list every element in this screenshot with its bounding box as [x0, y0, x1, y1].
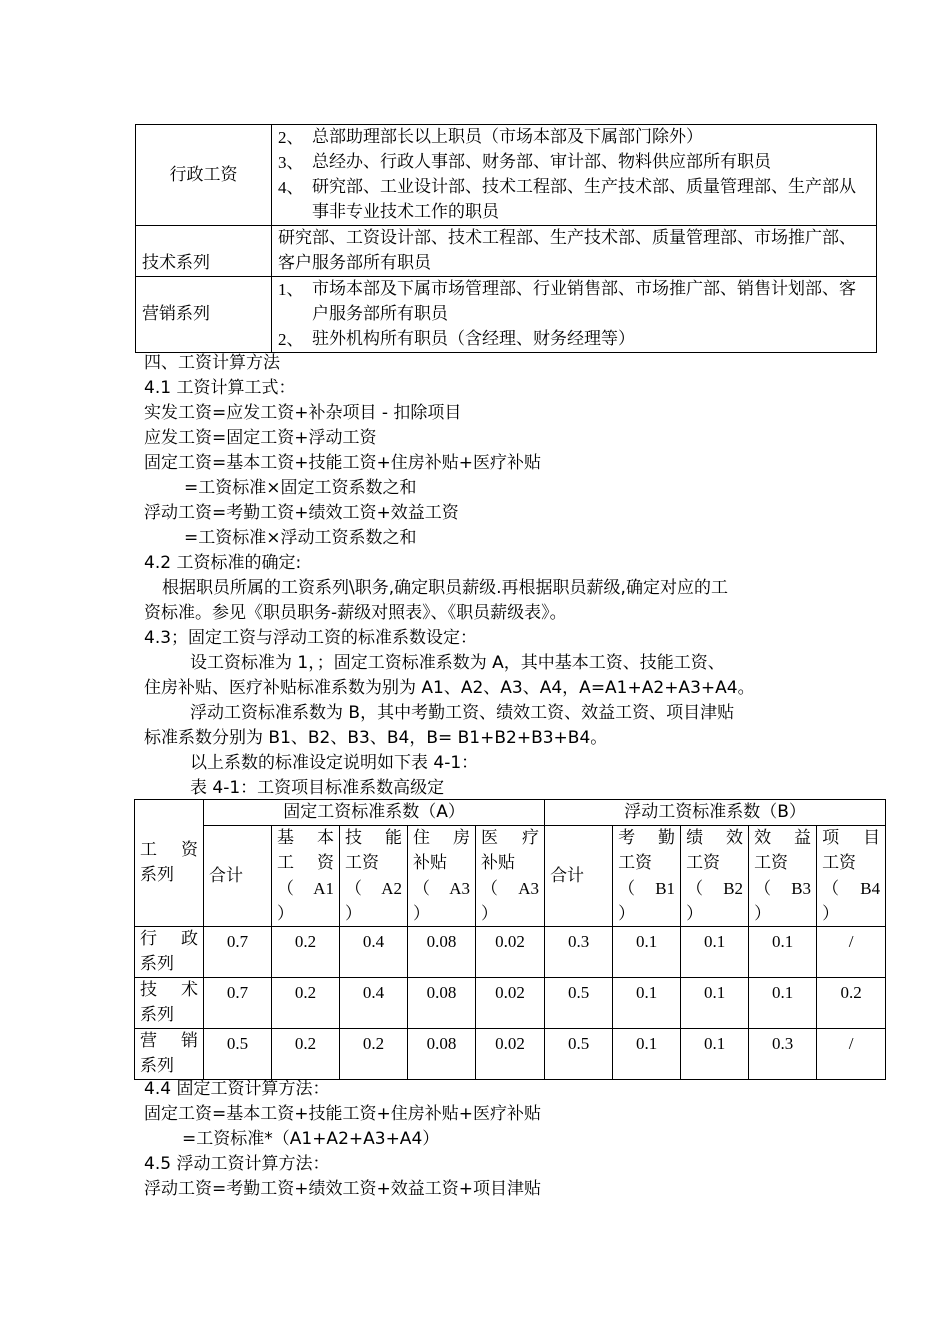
table-cell: 0.1 — [613, 1029, 681, 1080]
table-cell: 0.5 — [545, 978, 613, 1029]
section-heading: 四、工资计算方法 — [144, 353, 280, 373]
paragraph-line: 以上系数的标准设定说明如下表 4-1： — [190, 753, 479, 773]
group-header-a: 固定工资标准系数（A） — [204, 800, 545, 826]
row-header: 技 术 系列 — [135, 978, 204, 1029]
column-header: 合计 — [545, 826, 613, 927]
paragraph-line: 浮动工资标准系数为 B，其中考勤工资、绩效工资、效益工资、项目津贴 — [190, 703, 735, 723]
table-cell: 0.5 — [204, 1029, 272, 1080]
table-cell: / — [817, 927, 886, 978]
table-row — [135, 1029, 886, 1080]
list-item: 4、 研究部、工业设计部、技术工程部、生产技术部、质量管理部、生产部从事非专业技术工作的职员 — [278, 177, 856, 222]
series-label: 营销系列 — [136, 277, 272, 353]
formula-line: 应发工资=固定工资+浮动工资 — [144, 428, 377, 448]
table-cell: 0.1 — [681, 1029, 749, 1080]
table-cell: 0.2 — [340, 1029, 408, 1080]
paragraph-line: 设工资标准为 1，；固定工资标准系数为 A，其中基本工资、技能工资、 — [190, 653, 725, 673]
paragraph-line: 资标准。参见《职员职务-薪级对照表》、《职员薪级表》。 — [144, 603, 567, 623]
table-caption: 表 4-1：工资项目标准系数高级定 — [190, 778, 445, 798]
paragraph-line: 标准系数分别为 B1、B2、B3、B4，B= B1+B2+B3+B4。 — [144, 728, 608, 748]
table-row — [135, 800, 886, 826]
column-header: 基 本 工 资 （ A1 ） — [272, 826, 340, 927]
salary-series-table — [135, 124, 877, 353]
formula-line: 浮动工资=考勤工资+绩效工资+效益工资 — [144, 503, 459, 523]
column-header: 技 能 工资 （ A2 ） — [340, 826, 408, 927]
table-cell: 0.02 — [476, 978, 545, 1029]
table-cell: 0.4 — [340, 927, 408, 978]
table-cell: 0.08 — [408, 1029, 476, 1080]
table-row — [135, 978, 886, 1029]
table-row — [136, 226, 877, 277]
table-row — [136, 125, 877, 226]
table-row — [135, 927, 886, 978]
column-header: 项 目 工资 （ B4 ） — [817, 826, 886, 927]
table-row — [136, 277, 877, 353]
row-header: 行 政 系列 — [135, 927, 204, 978]
list-item: 2、 驻外机构所有职员（含经理、财务经理等） — [278, 329, 635, 349]
column-header: 医 疗 补贴 （ A3 ） — [476, 826, 545, 927]
coefficient-table — [134, 799, 886, 1080]
column-header: 住 房 补贴 （ A3 ） — [408, 826, 476, 927]
table-cell: 0.2 — [272, 978, 340, 1029]
series-scope-cell: 研究部、工资设计部、技术工程部、生产技术部、质量管理部、市场推广部、客户服务部所有职员 — [272, 226, 877, 277]
formula-line: 浮动工资=考勤工资+绩效工资+效益工资+项目津贴 — [144, 1179, 541, 1199]
table-cell: 0.1 — [681, 978, 749, 1029]
formula-line: 固定工资=基本工资+技能工资+住房补贴+医疗补贴 — [144, 453, 541, 473]
table-cell: 0.7 — [204, 978, 272, 1029]
table-cell: 0.02 — [476, 927, 545, 978]
column-header: 考 勤 工资 （ B1 ） — [613, 826, 681, 927]
series-scope-cell — [272, 277, 877, 353]
subsection-heading: 4.3；固定工资与浮动工资的标准系数设定： — [144, 628, 478, 648]
corner-header: 工 资 系列 — [135, 800, 204, 927]
formula-line: =工资标准×固定工资系数之和 — [184, 478, 417, 498]
table-cell: / — [817, 1029, 886, 1080]
table-cell: 0.08 — [408, 927, 476, 978]
table-row — [135, 826, 886, 927]
row-header: 营 销 系列 — [135, 1029, 204, 1080]
formula-line: =工资标准*（A1+A2+A3+A4） — [182, 1129, 440, 1149]
table-cell: 0.3 — [749, 1029, 817, 1080]
table-cell: 0.2 — [272, 927, 340, 978]
table-cell: 0.1 — [749, 927, 817, 978]
list-item: 3、 总经办、行政人事部、财务部、审计部、物料供应部所有职员 — [278, 152, 771, 172]
formula-line: =工资标准×浮动工资系数之和 — [184, 528, 417, 548]
group-header-b: 浮动工资标准系数（B） — [545, 800, 886, 826]
series-label: 技术系列 — [136, 226, 272, 277]
subsection-heading: 4.4 固定工资计算方法： — [144, 1079, 330, 1099]
table-cell: 0.2 — [272, 1029, 340, 1080]
table-cell: 0.1 — [681, 927, 749, 978]
table-cell: 0.02 — [476, 1029, 545, 1080]
column-header: 效 益 工资 （ B3 ） — [749, 826, 817, 927]
table-cell: 0.2 — [817, 978, 886, 1029]
paragraph-line: 根据职员所属的工资系列\职务,确定职员薪级.再根据职员薪级,确定对应的工 — [162, 578, 728, 598]
table-cell: 0.4 — [340, 978, 408, 1029]
column-header: 合计 — [204, 826, 272, 927]
formula-line: 固定工资=基本工资+技能工资+住房补贴+医疗补贴 — [144, 1104, 541, 1124]
series-scope-cell — [272, 125, 877, 226]
list-item: 1、 市场本部及下属市场管理部、行业销售部、市场推广部、销售计划部、客户服务部所有职员 — [278, 279, 856, 324]
table-cell: 0.3 — [545, 927, 613, 978]
paragraph-line: 住房补贴、医疗补贴标准系数为别为 A1、A2、A3、A4，A=A1+A2+A3+A4。 — [144, 678, 755, 698]
table-cell: 0.1 — [749, 978, 817, 1029]
table-cell: 0.08 — [408, 978, 476, 1029]
series-label: 行政工资 — [136, 125, 272, 226]
column-header: 绩 效 工资 （ B2 ） — [681, 826, 749, 927]
list-item: 2、 总部助理部长以上职员（市场本部及下属部门除外） — [278, 127, 703, 147]
table-cell: 0.7 — [204, 927, 272, 978]
subsection-heading: 4.2 工资标准的确定: — [144, 553, 302, 573]
table-cell: 0.1 — [613, 927, 681, 978]
table-cell: 0.1 — [613, 978, 681, 1029]
subsection-heading: 4.5 浮动工资计算方法： — [144, 1154, 330, 1174]
table-cell: 0.5 — [545, 1029, 613, 1080]
subsection-heading: 4.1 工资计算工式： — [144, 378, 296, 398]
formula-line: 实发工资=应发工资+补杂项目 - 扣除项目 — [144, 403, 462, 423]
